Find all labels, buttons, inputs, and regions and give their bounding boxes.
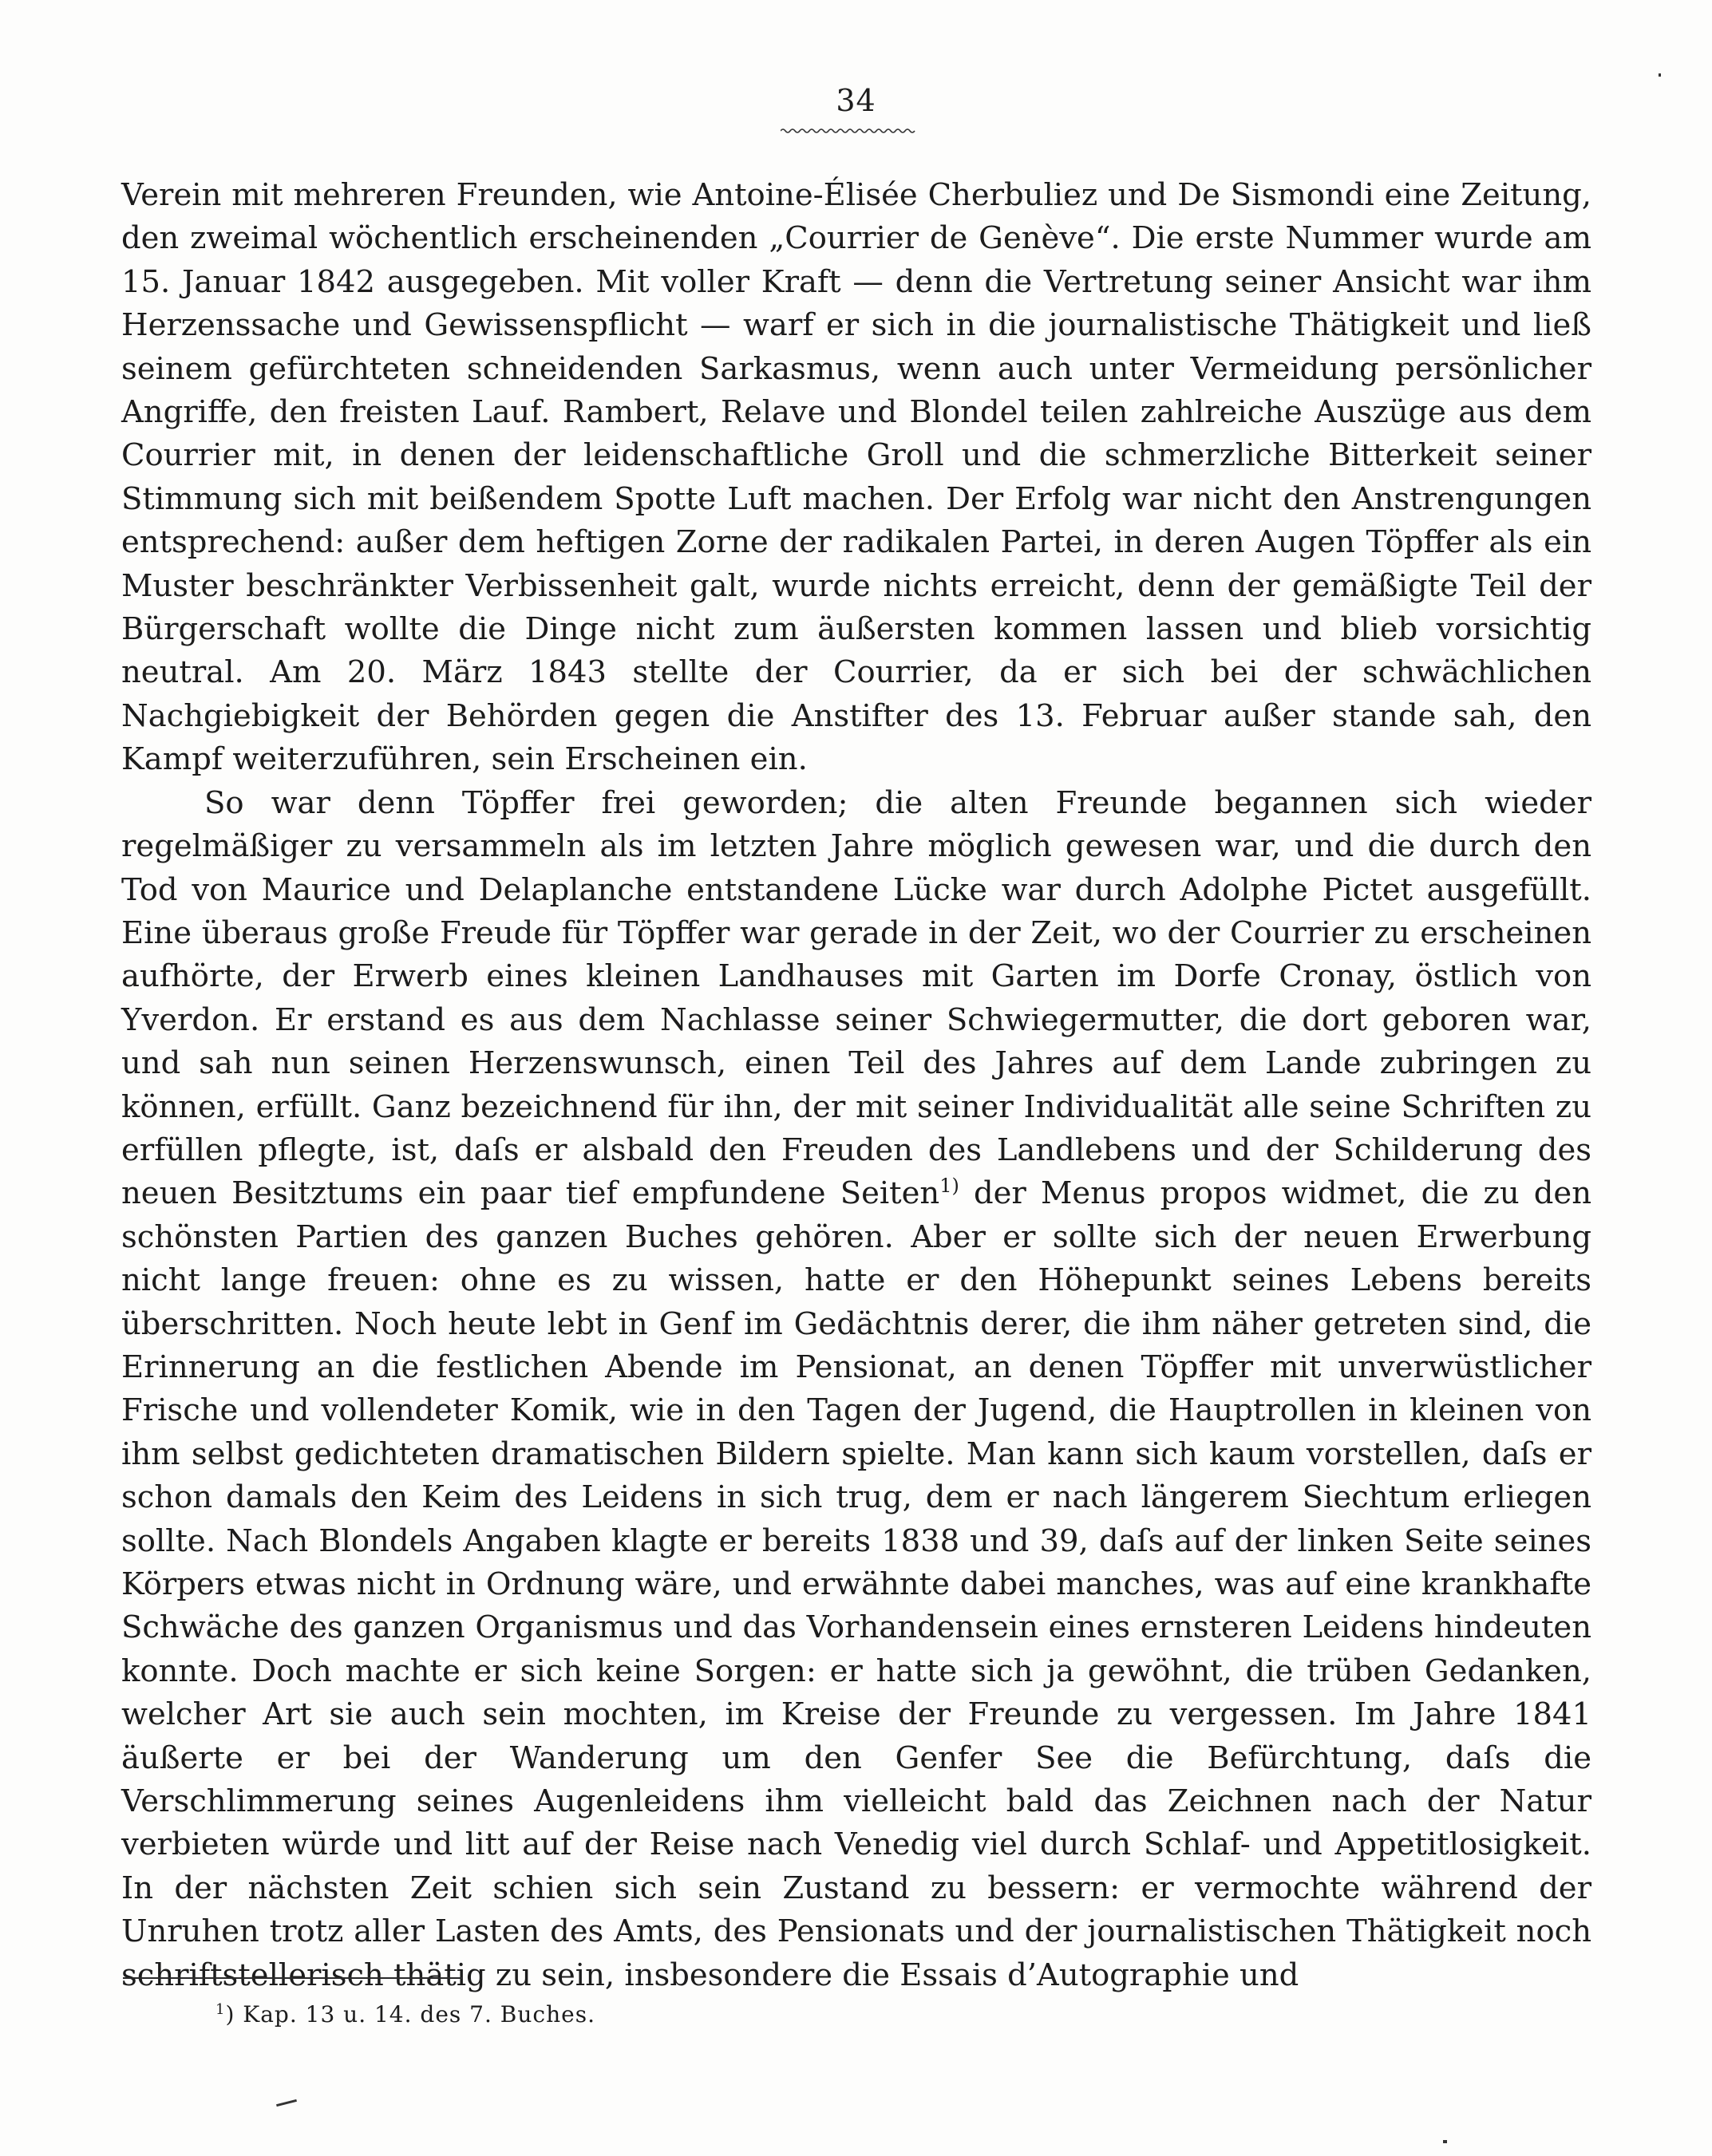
footnote [215,2001,595,2028]
print-speck [1443,2140,1447,2143]
page-number: 34 [836,83,876,118]
footnote-reference: 1) [939,1175,959,1198]
print-speck [1659,73,1661,77]
footnote-mark: 1 [215,2001,226,2018]
print-speck [276,2099,297,2107]
footnote-text: Kap. 13 u. 14. des 7. Buches. [235,2001,595,2028]
main-text [121,174,1591,1997]
footnote-bracket: ) [225,2001,235,2028]
paragraph-courrier: Verein mit mehreren Freunden, wie Antoine-Élisée Cherbuliez und De Sismondi eine Zeitung, den zweimal wöchentlich erscheinenden „Courrier de Genève“. Die erste Nummer wurde am 15. Januar 1842 ausgegeben. Mit voller Kraft — denn die Vertretung seiner Ansicht war ihm Herzenssache und Gewissenspflicht — warf er sich in die journalistische Thätigkeit und ließ seinem gefürchteten schneidenden Sarkasmus, wenn auch unter Vermeidung persönlicher Angriffe, den freisten Lauf. Rambert, Relave und Blondel teilen zahlreiche Auszüge aus dem Courrier mit, in denen der leidenschaftliche Groll und die schmerzliche Bitterkeit seiner Stimmung sich mit beißendem Spotte Luft machen. Der Erfolg war nicht den Anstrengungen entsprechend: außer dem heftigen Zorne der radikalen Partei, in deren Augen Töpffer als ein Muster beschränkter Verbissenheit galt, wurde nichts erreicht, denn der gemäßigte Teil der Bürgerschaft wollte die Dinge nicht zum äußersten kommen lassen und blieb vorsichtig neutral. Am 20. März 1843 stellte der Courrier, da er sich bei der schwächlichen Nachgiebigkeit der Behörden gegen die Anstifter des 13. Februar außer stande sah, den Kampf weiterzuführen, sein Erscheinen ein. [121,177,1591,778]
paragraph-text: der Menus propos widmet, die zu den schönsten Partien des ganzen Buches gehören. Aber er sollte sich der neuen Erwerbung nicht lange freuen: ohne es zu wissen, hatte er den Höhepunkt seines Lebens bereits überschritten. Noch heute lebt in Genf im Gedächtnis derer, die ihm näher getreten sind, die Erinnerung an die festlichen Abende im Pensionat, an denen Töpffer mit unverwüstlicher Frische und vollendeter Komik, wie in den Tagen der Jugend, die Hauptrollen in kleinen von ihm selbst gedichteten dramatischen Bildern spielte. Man kann sich kaum vorstellen, daſs er schon damals den Keim des Leidens in sich trug, dem er nach längerem Siechtum erliegen sollte. Nach Blondels Angaben klagte er bereits 1838 und 39, daſs auf der linken Seite seines Körpers etwas nicht in Ordnung wäre, und erwähnte dabei manches, was auf eine krankhafte Schwäche des ganzen Organismus und das Vorhandensein eines ernsteren Leidens hindeuten konnte. Doch machte er sich keine Sorgen: er hatte sich ja gewöhnt, die trüben Gedanken, welcher Art sie auch sein mochten, im Kreise der Freunde zu vergessen. Im Jahre 1841 äußerte er bei der Wanderung um den Genfer See die Befürchtung, daſs die Verschlimmerung seines Augenleidens ihm vielleicht bald das Zeichnen nach der Natur verbieten würde und litt auf der Reise nach Venedig viel durch Schlaf- und Appetitlosigkeit. In der nächsten Zeit schien sich sein Zustand zu bessern: er vermochte während der Unruhen trotz aller Lasten des Amts, des Pensionats und der journalistischen Thätigkeit noch schriftstellerisch thätig zu sein, insbesondere die Essais d’Autographie und [121,1175,1592,1993]
paragraph-text: So war denn Töpffer frei geworden; die alten Freunde begannen sich wieder regelmäßiger zu versammeln als im letzten Jahre möglich gewesen war, und die durch den Tod von Maurice und Delaplanche entstandene Lücke war durch Adolphe Pictet ausgefüllt. Eine überaus große Freude für Töpffer war gerade in der Zeit, wo der Courrier zu erscheinen aufhörte, der Erwerb eines kleinen Landhauses mit Garten im Dorfe Cronay, östlich von Yverdon. Er erstand es aus dem Nachlasse seiner Schwiegermutter, die dort geboren war, und sah nun seinen Herzenswunsch, einen Teil des Jahres auf dem Lande zubringen zu können, erfüllt. Ganz bezeichnend für ihn, der mit seiner Individualität alle seine Schriften zu erfüllen pflegte, ist, daſs er alsbald den Freuden des Landlebens und der Schilderung des neuen Besitztums ein paar tief empfundene Seiten [121,784,1591,1212]
paragraph-cronay [121,782,1591,1997]
footnote-divider [123,1977,462,1979]
wavy-rule-ornament [781,128,916,134]
